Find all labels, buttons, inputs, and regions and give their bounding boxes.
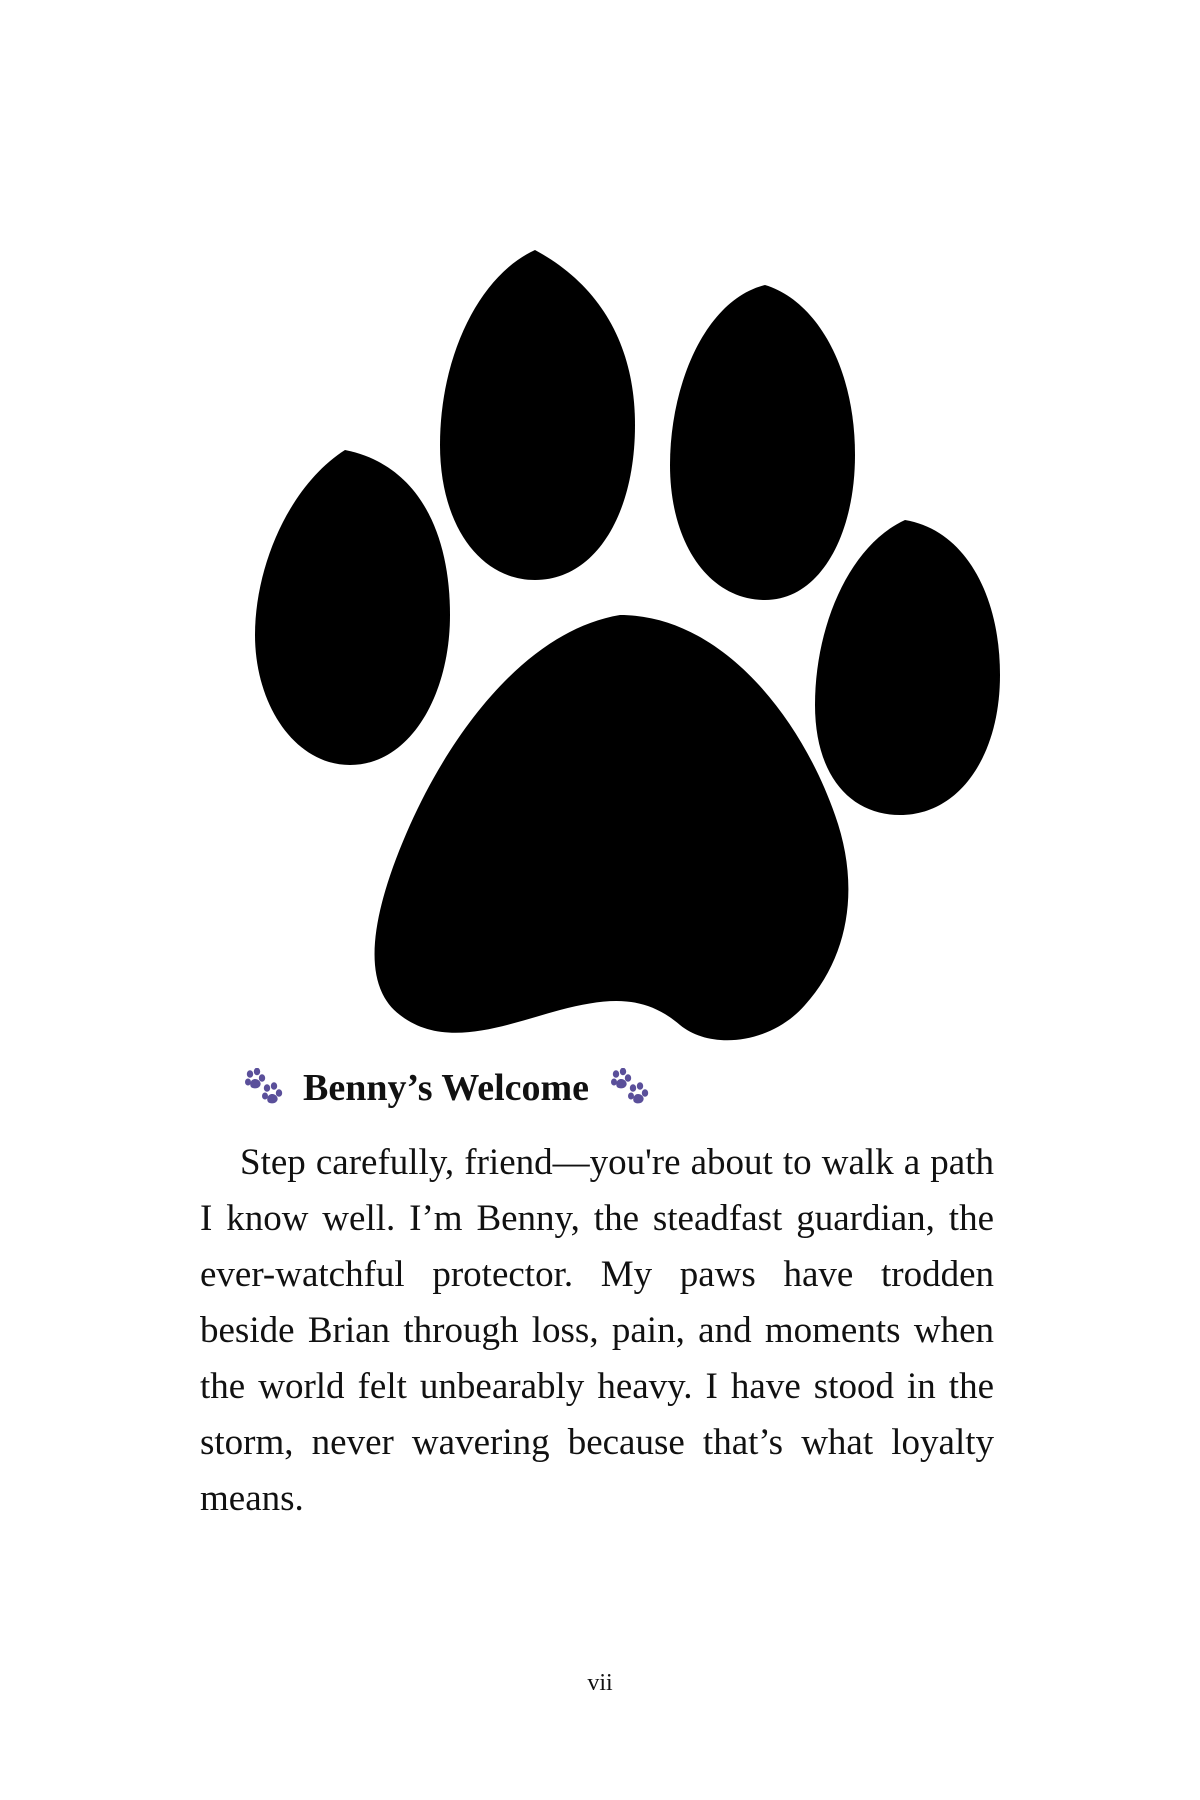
page-number: vii — [587, 1670, 613, 1696]
paw-prints-icon — [609, 1068, 649, 1108]
paw-prints-icon — [243, 1068, 283, 1108]
section-heading — [243, 1062, 649, 1114]
paw-print-icon — [250, 245, 1010, 1045]
section-title: Benny’s Welcome — [303, 1067, 590, 1109]
body-paragraph: Step carefully, friend—you're about to walk a path I know well. I’m Benny, the steadfast guardian, the ever-watchful protector. My paws have trodden beside Brian through loss, pain, and moments when the world felt unbearably heavy. I have stood in the storm, never wavering because that’s what loyalty means. — [200, 1142, 994, 1519]
